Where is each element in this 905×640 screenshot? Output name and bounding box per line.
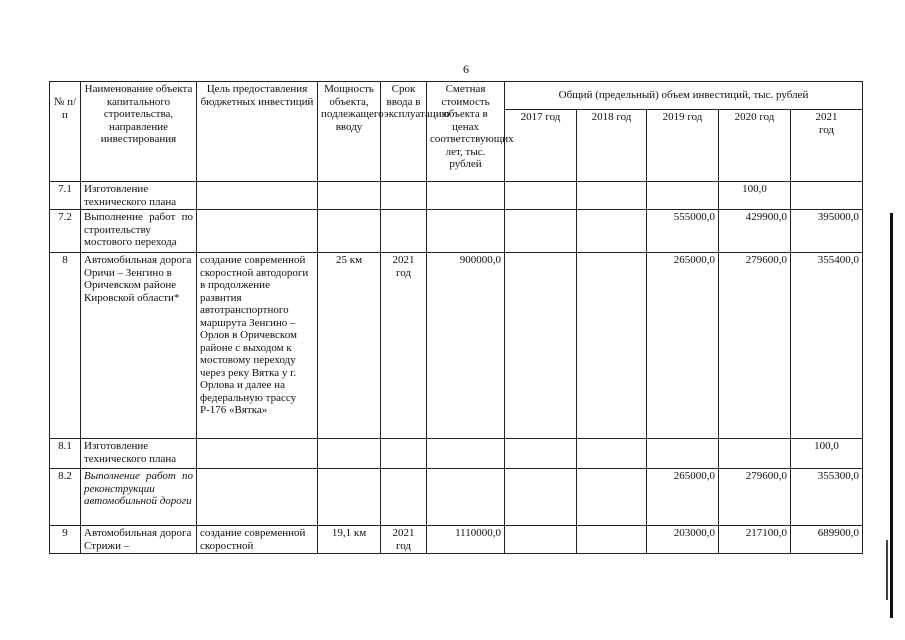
header-num: № п/п [50, 82, 81, 182]
row-cost [427, 182, 505, 210]
header-year-2018: 2018 год [577, 110, 647, 182]
scan-edge-mark [890, 213, 893, 618]
row-2021: 395000,0 [791, 210, 863, 253]
header-year-2019: 2019 год [647, 110, 719, 182]
table-row [50, 182, 863, 210]
row-cost [427, 469, 505, 526]
header-total: Общий (предельный) объем инвестиций, тыс. рублей [505, 82, 863, 110]
row-2019: 203000,0 [647, 526, 719, 554]
scan-edge-mark-lower [886, 540, 888, 600]
row-capacity [318, 439, 381, 469]
row-2017 [505, 210, 577, 253]
row-2018 [577, 253, 647, 439]
row-2017 [505, 526, 577, 554]
header-cost: Сметная стоимость объекта в ценах соответствующих лет, тыс. рублей [427, 82, 505, 182]
row-2017 [505, 253, 577, 439]
row-2018 [577, 210, 647, 253]
row-num: 7.1 [50, 182, 81, 210]
row-term [381, 439, 427, 469]
row-goal: создание современной скоростной [197, 526, 318, 554]
row-num: 8.2 [50, 469, 81, 526]
row-capacity [318, 469, 381, 526]
row-name: Выполнение работ по строительству мостового перехода [81, 210, 197, 253]
row-2021: 689900,0 [791, 526, 863, 554]
row-2021: 355300,0 [791, 469, 863, 526]
row-2021: 355400,0 [791, 253, 863, 439]
row-2019: 265000,0 [647, 253, 719, 439]
row-2019 [647, 182, 719, 210]
row-name: Выполнение работ по реконструкции автомобильной дороги [81, 469, 197, 526]
row-cost: 900000,0 [427, 253, 505, 439]
row-goal: создание современной скоростной автодороги в продолжение развития автотранспортного маршрута Зенгино – Орлов в Оричевском районе с выходом к мостовому переходу через реку Вятка у г. Орлова и далее на федеральную трассу Р-176 «Вятка» [197, 253, 318, 439]
row-2020 [719, 439, 791, 469]
row-name: Изготовление технического плана [81, 182, 197, 210]
row-cost: 1110000,0 [427, 526, 505, 554]
row-2017 [505, 182, 577, 210]
row-num: 8 [50, 253, 81, 439]
row-capacity: 25 км [318, 253, 381, 439]
row-2021: 100,0 [791, 439, 863, 469]
header-year-2017: 2017 год [505, 110, 577, 182]
table-row [50, 469, 863, 526]
row-cost [427, 210, 505, 253]
row-2018 [577, 469, 647, 526]
row-term [381, 469, 427, 526]
table-row [50, 210, 863, 253]
row-term: 2021 год [381, 253, 427, 439]
row-capacity [318, 182, 381, 210]
row-2018 [577, 526, 647, 554]
table-row [50, 526, 863, 554]
row-term [381, 210, 427, 253]
row-2019: 265000,0 [647, 469, 719, 526]
table-row [50, 439, 863, 469]
row-2017 [505, 469, 577, 526]
row-num: 9 [50, 526, 81, 554]
row-name: Изготовление технического плана [81, 439, 197, 469]
row-term: 2021 год [381, 526, 427, 554]
header-year-2021: 2021 год [791, 110, 863, 182]
row-cost [427, 439, 505, 469]
row-name: Автомобильная дорога Стрижи – [81, 526, 197, 554]
row-2021 [791, 182, 863, 210]
row-2019 [647, 439, 719, 469]
row-2018 [577, 182, 647, 210]
header-capacity: Мощность объекта, подлежащего вводу [318, 82, 381, 182]
row-2019: 555000,0 [647, 210, 719, 253]
row-2020: 279600,0 [719, 253, 791, 439]
investment-table [49, 81, 863, 554]
row-capacity [318, 210, 381, 253]
row-2018 [577, 439, 647, 469]
row-2020: 217100,0 [719, 526, 791, 554]
page-number: 6 [463, 62, 469, 76]
row-goal [197, 210, 318, 253]
row-2020: 100,0 [719, 182, 791, 210]
row-name: Автомобильная дорога Оричи – Зенгино в Оричевском районе Кировской области* [81, 253, 197, 439]
row-num: 7.2 [50, 210, 81, 253]
row-goal [197, 439, 318, 469]
row-num: 8.1 [50, 439, 81, 469]
header-term: Срок ввода в эксплуатацию [381, 82, 427, 182]
table-row [50, 253, 863, 439]
row-2020: 279600,0 [719, 469, 791, 526]
row-2017 [505, 439, 577, 469]
row-goal [197, 182, 318, 210]
header-year-2020: 2020 год [719, 110, 791, 182]
row-capacity: 19,1 км [318, 526, 381, 554]
header-name: Наименование объекта капитального строительства, направление инвестирования [81, 82, 197, 182]
row-2020: 429900,0 [719, 210, 791, 253]
header-goal: Цель предоставления бюджетных инвестиций [197, 82, 318, 182]
row-term [381, 182, 427, 210]
row-goal [197, 469, 318, 526]
